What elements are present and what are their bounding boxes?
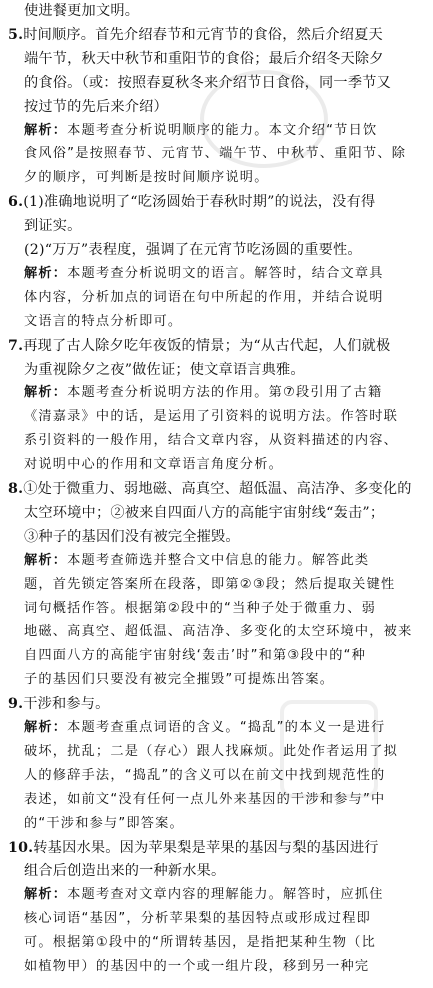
text-line: [24, 0, 139, 22]
line-text: 再现了古人除夕吃年夜饭的情景；为“从古代起，人们就极: [23, 337, 391, 354]
text-line: [8, 837, 379, 859]
line-text: 组合后创造出来的一种新水果。: [24, 863, 226, 880]
line-text: 的食俗。（或：按照春夏秋冬来介绍节日食俗，同一季节又: [24, 74, 391, 91]
analysis-label: 解析：: [24, 122, 68, 138]
text-line: [24, 621, 412, 643]
text-line: [24, 813, 184, 835]
text-line: [24, 430, 398, 452]
line-text: 对说明中心的作用和文章语言角度分析。: [24, 457, 283, 473]
line-text: 自四面八方的高能宇宙射线‘轰击’时”和第③段中的“种: [24, 648, 367, 664]
text-line: [24, 598, 376, 620]
text-line: [24, 143, 406, 165]
text-line: [24, 860, 225, 882]
line-text: (1)准确地说明了“吃汤圆始于春秋时期”的说法，没有得: [23, 194, 376, 211]
line-text: 到证实。: [24, 218, 82, 235]
line-text: 时间顺序。首先介绍春节和元宵节的食俗，然后介绍夏天: [23, 26, 383, 43]
line-text: ①处于微重力、弱地磁、高真空、超低温、高洁净、多变化的: [23, 481, 412, 497]
text-line: [24, 359, 305, 381]
text-line: [24, 96, 168, 118]
line-text: 本题考查分析说明文的语言。解答时，结合文章具: [67, 265, 384, 281]
line-text: 表述，如前文“没有任何一点儿外来基因的干涉和参与”中: [24, 791, 386, 807]
text-line: [8, 24, 383, 46]
text-line: [24, 884, 384, 906]
question-number: 5.: [8, 26, 24, 43]
text-line: [8, 478, 412, 500]
line-text: 的“干涉和参与”即答案。: [24, 815, 184, 831]
text-line: [24, 574, 395, 596]
text-line: [24, 167, 269, 189]
line-text: 本题考查分析说明顺序的能力。本文介绍“节日饮: [67, 122, 378, 138]
line-text: ③种子的基因们没有被完全摧毁。: [24, 528, 240, 545]
text-line: [8, 693, 110, 715]
line-text: 破坏，扰乱；二是（存心）跟人找麻烦。此处作者运用了拟: [24, 743, 399, 759]
text-line: [24, 932, 376, 954]
line-text: 按过节的先后来介绍）: [24, 98, 168, 115]
line-text: 端午节，秋天中秋节和重阳节的食俗；最后介绍冬天除夕: [24, 50, 384, 67]
analysis-label: 解析：: [24, 552, 68, 568]
analysis-label: 解析：: [24, 720, 68, 735]
text-line: [24, 789, 385, 811]
line-text: 文语言的特点分析即可。: [24, 313, 183, 329]
line-text: 地磁、高真空、超低温、高洁净、多变化的太空环境中，被来: [24, 624, 413, 640]
line-text: 转基因水果。因为苹果梨是苹果的基因与梨的基因进行: [33, 839, 379, 856]
text-line: [8, 335, 390, 357]
line-text: 题，首先锁定答案所在段落，即第②③段；然后提取关键性: [24, 576, 396, 592]
text-line: [24, 669, 334, 691]
line-text: 本题考查筛选并整合文中信息的能力。解答此类: [67, 552, 370, 568]
analysis-label: 解析：: [24, 385, 68, 401]
line-text: 食风俗”是按照春节、元宵节、端午节、中秋节、重阳节、除: [24, 146, 407, 162]
text-line: [24, 908, 371, 930]
line-text: 本题考查分析说明方法的作用。第⑦段引用了古籍: [67, 385, 383, 401]
text-line: [24, 287, 384, 309]
line-text: 可。根据第①段中的“所谓转基因，是指把某种生物（比: [24, 935, 376, 951]
line-text: 核心词语“基因”，分析苹果梨的基因特点或形成过程即: [24, 911, 371, 927]
text-line: [24, 526, 240, 548]
line-text: 词句概括作答。根据第②段中的“当种子处于微重力、弱: [24, 600, 376, 616]
text-line: [24, 215, 82, 237]
line-text: 本题考查重点词语的含义。“捣乱”的本义一是进行: [67, 720, 386, 735]
analysis-label: 解析：: [24, 887, 68, 903]
line-text: 如植物甲）的基因中的一个或一组片段，移到另一种完: [24, 959, 370, 974]
analysis-label: 解析：: [24, 265, 68, 281]
text-line: [24, 454, 283, 476]
question-number: 9.: [8, 696, 24, 713]
text-line: [24, 120, 377, 142]
line-text: 系引资料的一般作用，结合文章内容，从资料描述的内容、: [24, 433, 399, 449]
line-text: 子的基因们只要没有被完全摧毁”可提炼出答案。: [24, 672, 335, 688]
line-text: 为重视除夕之夜”做佐证；使文章语言典雅。: [24, 361, 305, 378]
text-line: [24, 550, 369, 572]
text-line: [24, 311, 182, 333]
question-number: 10.: [8, 839, 34, 856]
line-text: 使进餐更加文明。: [24, 3, 140, 19]
answer-page: [8, 0, 428, 988]
text-line: [24, 406, 398, 428]
text-line: [8, 191, 375, 213]
question-number: 6.: [8, 194, 24, 211]
text-line: [24, 502, 384, 524]
line-text: 人的修辞手法，“捣乱”的含义可以在前文中找到规范性的: [24, 767, 386, 783]
question-number: 8.: [8, 481, 24, 497]
line-text: (2)“万万”表程度，强调了在元宵节吃汤圆的重要性。: [24, 242, 362, 258]
text-line: [24, 741, 398, 763]
text-line: [24, 382, 382, 404]
line-text: 夕的顺序，可判断是按时间顺序说明。: [24, 170, 269, 186]
line-text: 《清嘉录》中的话，是运用了引资料的说明方法。作答时联: [24, 409, 399, 425]
line-text: 本题考查对文章内容的理解能力。解答时，应抓住: [67, 887, 384, 903]
text-line: [24, 765, 385, 787]
line-text: 干涉和参与。: [23, 696, 110, 713]
text-line: [24, 239, 362, 261]
question-number: 7.: [8, 337, 24, 354]
text-line: [24, 645, 366, 667]
text-line: [24, 263, 384, 285]
line-text: 太空环境中；②被来自四面八方的高能宇宙射线“轰击”；: [24, 504, 385, 521]
text-line: [24, 956, 369, 978]
text-line: [24, 48, 384, 70]
text-line: [24, 717, 385, 739]
text-line: [24, 72, 391, 94]
line-text: 体内容，分析加点的词语在句中所起的作用，并结合说明: [24, 289, 384, 305]
